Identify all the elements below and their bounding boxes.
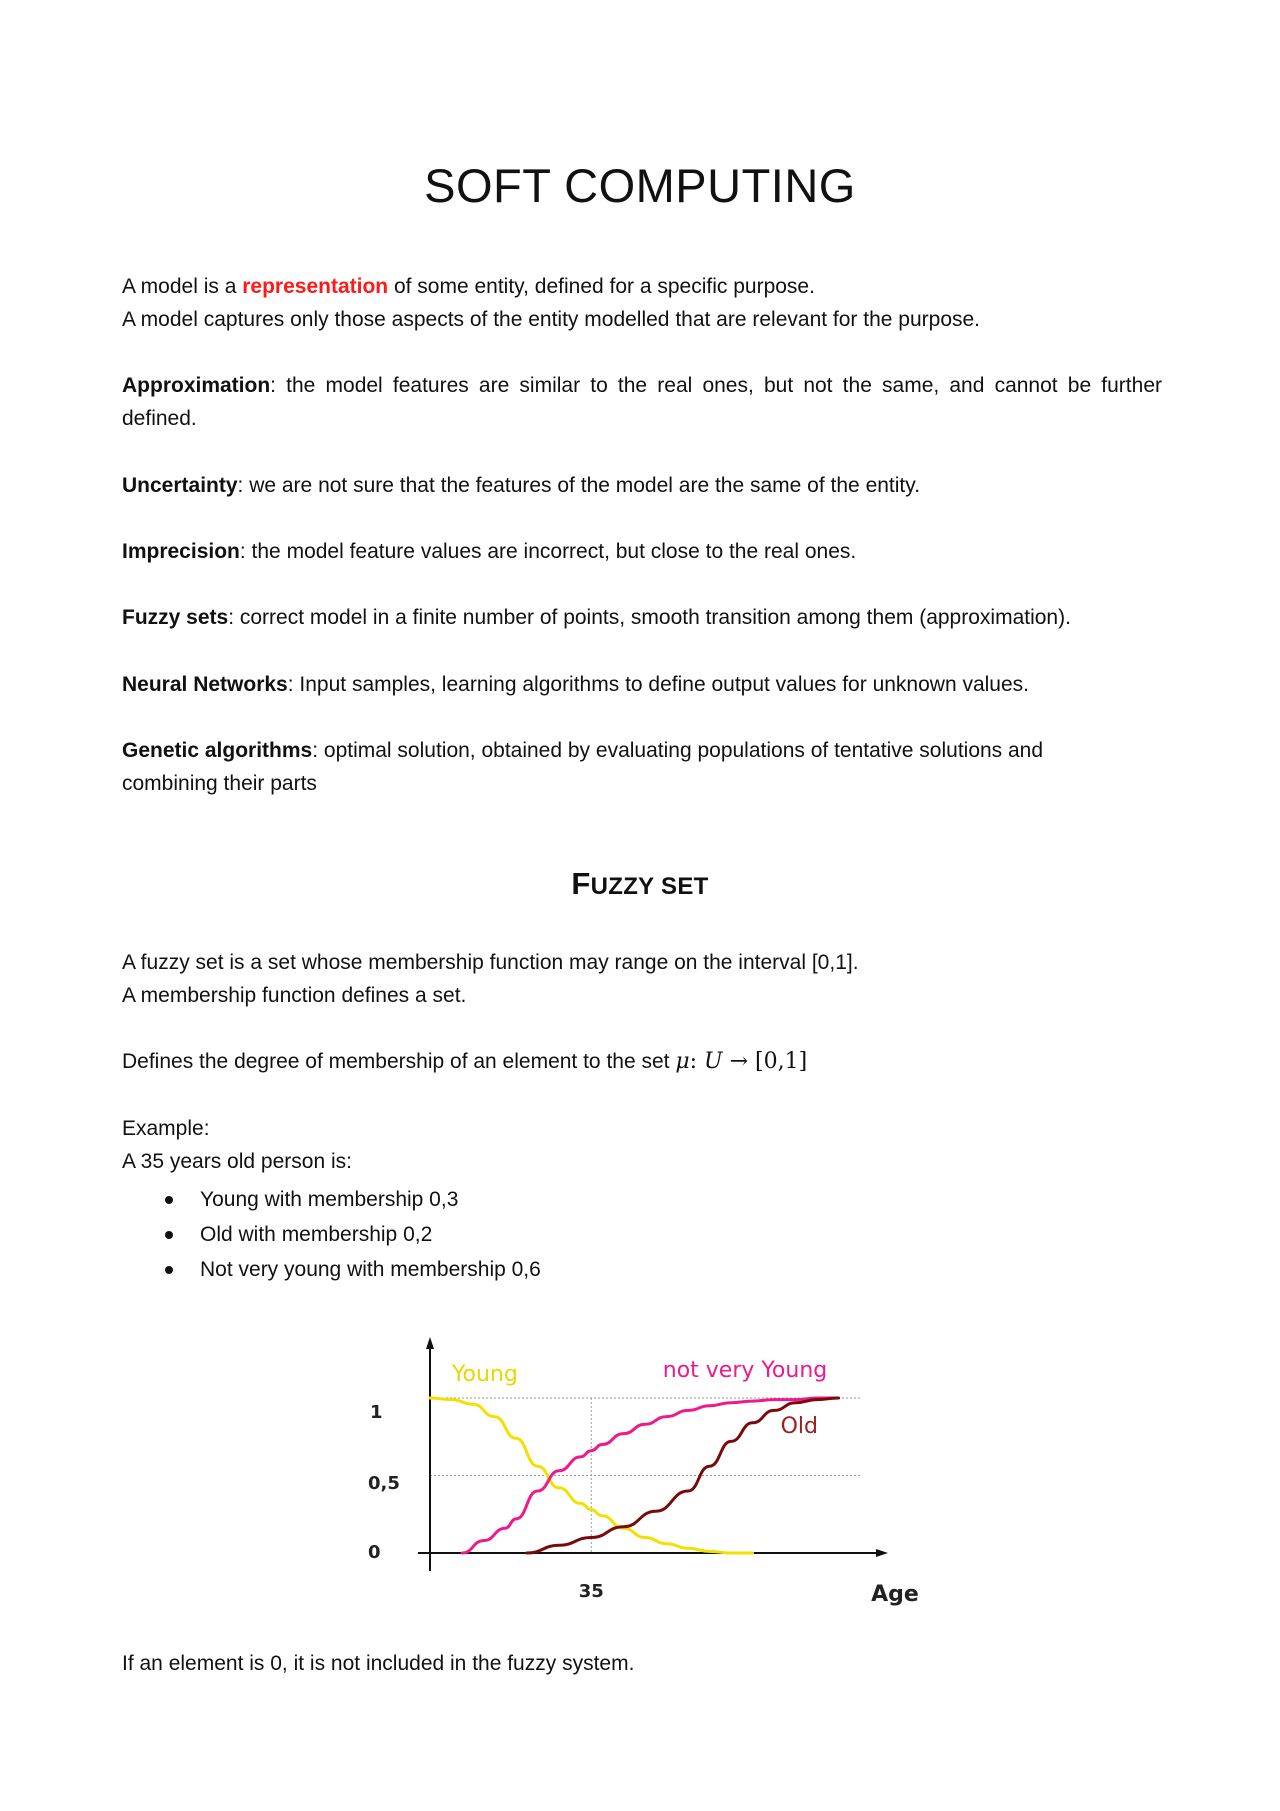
series-label-not-very-young: not very Young <box>662 1358 828 1383</box>
y-tick-label: 1 <box>370 1402 383 1423</box>
membership-chart <box>340 1325 940 1645</box>
series-label-young: Young <box>452 1362 518 1387</box>
definition-term: Approximation <box>122 374 271 397</box>
example-block <box>122 1112 1162 1178</box>
list-item: Not very young with membership 0,6 <box>122 1252 541 1287</box>
example-label: Example: <box>122 1117 210 1140</box>
definition-fuzzy-sets: Fuzzy sets: correct model in a finite number of points, smooth transition among them (approximation). <box>122 606 1071 629</box>
x-axis-arrow-icon <box>876 1549 888 1557</box>
intro-paragraph <box>122 270 1162 336</box>
intro-line-2: A model captures only those aspects of the entity modelled that are relevant for the purpose. <box>122 308 981 331</box>
y-axis-arrow-icon <box>426 1337 434 1349</box>
definition-genetic-algorithms: Genetic algorithms: optimal solution, obtained by evaluating populations of tentative solutions and combining their parts <box>122 739 1044 795</box>
fuzzy-definition <box>122 946 1162 1012</box>
x-tick-label: 35 <box>578 1581 604 1602</box>
fuzzy-line-1: A fuzzy set is a set whose membership function may range on the interval [0,1]. <box>122 951 859 974</box>
definition-term: Imprecision <box>122 540 240 563</box>
section-heading-fuzzy-set: FUZZY SET <box>571 866 709 901</box>
example-bullet-list <box>122 1182 541 1287</box>
y-tick-label: 0 <box>368 1542 381 1563</box>
bullet-icon <box>165 1196 173 1204</box>
list-item: Old with membership 0,2 <box>122 1217 541 1252</box>
bullet-icon <box>165 1266 173 1274</box>
chart-labels <box>368 1358 919 1607</box>
definition-term: Neural Networks <box>122 673 288 696</box>
definition-approximation: Approximation: the model features are similar to the real ones, but not the same, and cannot be further defined. <box>122 374 1162 430</box>
x-axis-label: Age <box>871 1582 919 1607</box>
footer-note: If an element is 0, it is not included in the fuzzy system. <box>122 1652 635 1675</box>
definition-imprecision: Imprecision: the model feature values are incorrect, but close to the real ones. <box>122 540 857 563</box>
definition-term: Genetic algorithms <box>122 739 313 762</box>
degree-of-membership-line: Defines the degree of membership of an element to the set μ: U → [0,1] <box>122 1049 808 1074</box>
list-item: Young with membership 0,3 <box>122 1182 541 1217</box>
definition-term: Fuzzy sets <box>122 606 229 629</box>
fuzzy-line-2: A membership function defines a set. <box>122 984 467 1007</box>
definition-uncertainty: Uncertainty: we are not sure that the features of the model are the same of the entity. <box>122 474 921 497</box>
y-tick-label: 0,5 <box>368 1473 400 1494</box>
highlight-representation: representation <box>242 275 389 298</box>
series-label-old: Old <box>780 1414 818 1439</box>
definition-neural-networks: Neural Networks: Input samples, learning algorithms to define output values for unknown values. <box>122 673 1029 696</box>
definition-term: Uncertainty <box>122 474 238 497</box>
page-title: SOFT COMPUTING <box>424 159 856 212</box>
example-intro: A 35 years old person is: <box>122 1150 352 1173</box>
bullet-icon <box>165 1231 173 1239</box>
intro-line-1: A model is a representation of some entity, defined for a specific purpose. <box>122 275 815 298</box>
membership-formula: μ: U → [0,1] <box>675 1049 808 1074</box>
